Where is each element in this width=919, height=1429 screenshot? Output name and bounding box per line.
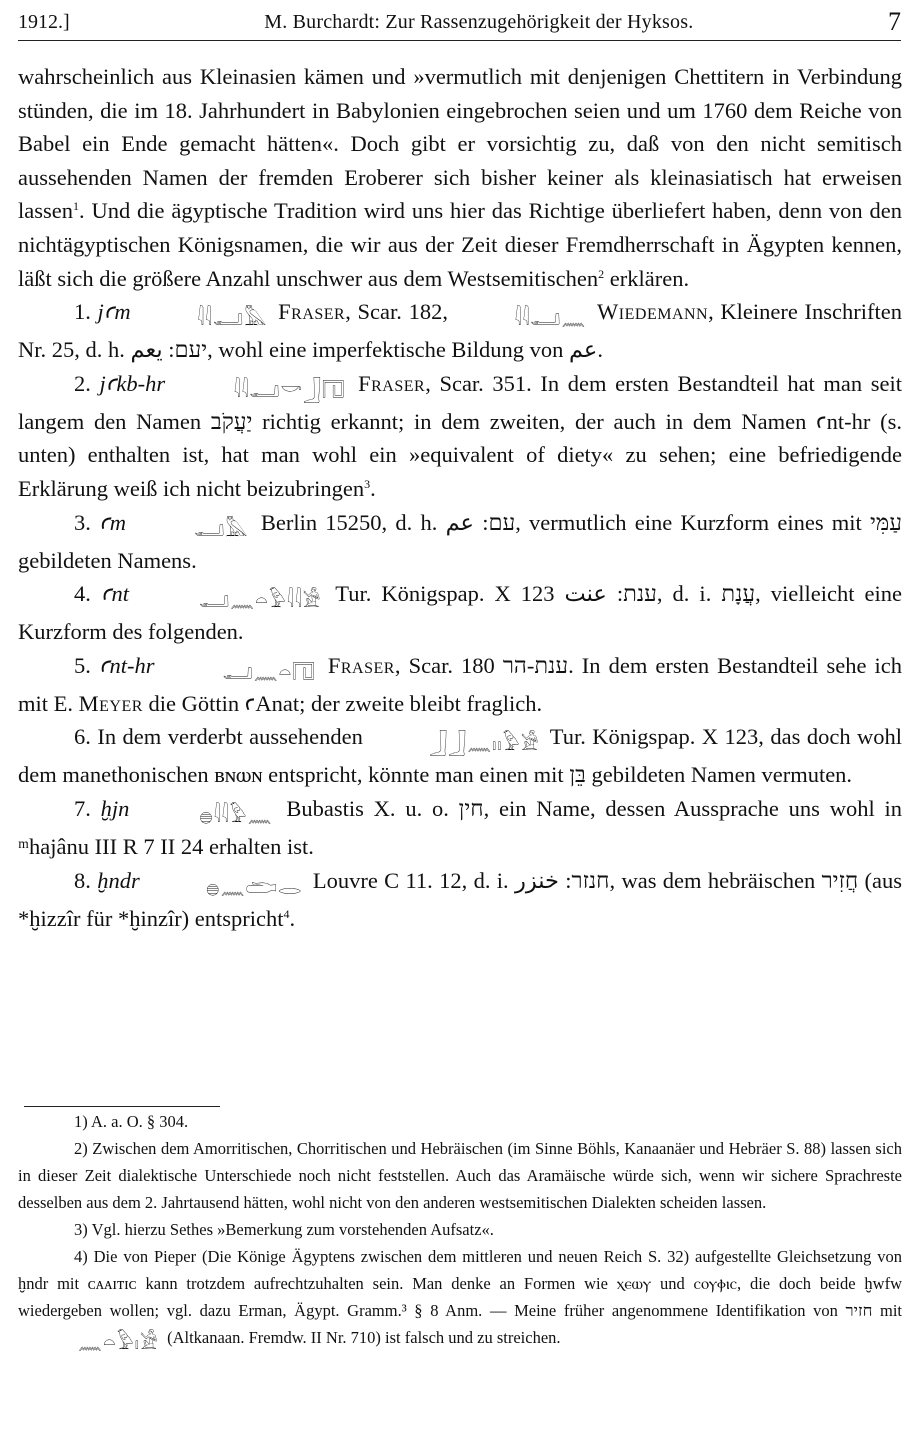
- item-number: 2.: [74, 370, 91, 396]
- item-text: Berlin 15250, d. h. עם: عم, vermutlich eine Kurzform eines mit עַמִּי gebildeten Namens.: [18, 509, 902, 573]
- name-transliteration: ꜥnt: [100, 581, 130, 607]
- footnote-text: A. a. O. § 304.: [87, 1112, 189, 1131]
- name-transliteration: ḫndr: [97, 867, 140, 893]
- footnote-ref: 1: [73, 199, 79, 214]
- list-item: [18, 792, 902, 864]
- year-label: 1912.]: [18, 11, 70, 33]
- footnote-mark: 1): [74, 1112, 88, 1131]
- hieroglyph-group: 𓂝𓈖𓏏𓉔: [222, 659, 316, 684]
- footnote-ref: 4: [283, 906, 290, 921]
- source-name: Wiedemann: [597, 299, 709, 325]
- hieroglyph-group: 𓇋𓇋𓂝𓈖: [514, 306, 587, 331]
- footnote-mark: 2): [74, 1139, 88, 1158]
- item-number: 8.: [74, 867, 91, 893]
- item-text-cont: Tur. Königspap. X 123, das doch wohl dem manethonischen ʙɴⲱɴ entspricht, könnte man einen mit בֵּן gebildeten Namen vermuten.: [18, 724, 903, 788]
- item-text: In dem verderbt aussehenden: [97, 724, 363, 750]
- hieroglyph-group: 𓂝𓅓: [194, 516, 249, 541]
- source-name: Fraser: [327, 652, 395, 678]
- hieroglyph-group: 𓃀𓃀𓈖𓏤𓏤𓅱𓀀: [429, 731, 540, 756]
- item-text-end: .: [370, 475, 376, 501]
- item-text: Tur. Königspap. X 123 ענת: عنت, d. i. עֲנָת, vielleicht eine Kurzform des folgenden.: [18, 581, 902, 645]
- hieroglyph-group: 𓇋𓇋𓂝𓎡𓃀𓉔: [233, 377, 346, 402]
- main-text: [18, 60, 902, 935]
- name-transliteration: ḫjn: [100, 795, 130, 821]
- item-text: Bubastis X. u. o. חין, ein Name, dessen Aussprache uns wohl in ᵐhajânu III R 7 II 24 erhalten ist.: [18, 795, 903, 859]
- page-number: 7: [887, 7, 901, 36]
- footnote-mark: 3): [74, 1220, 88, 1239]
- footnote-text: Vgl. hierzu Sethes »Bemerkung zum vorstehenden Aufsatz«.: [87, 1220, 494, 1239]
- item-text-end: .: [289, 905, 296, 931]
- item-text: , Scar. 351. In dem ersten Bestandteil hat man seit langem den Namen יַעֲקֹב richtig erkannt; in dem zweiten, der auch in dem Namen ꜥnt-hr (s. unten) enthalten ist, hat man wohl ein »equivalent of diety« zu sehen; eine befriedigende Erklärung weiß ich nicht beizubringen: [18, 370, 903, 501]
- hieroglyph-group: 𓐍𓈖𓂧𓂋: [206, 874, 303, 899]
- list-item: [18, 577, 902, 649]
- item-text: , Kleinere Inschriften Nr. 25, d. h. יעם: يعم, wohl eine imperfektische Bildung von عم.: [18, 299, 902, 363]
- item-number: 6.: [74, 724, 91, 750]
- footnote: [18, 1243, 902, 1357]
- footnotes: [18, 1108, 902, 1357]
- list-item: [18, 864, 902, 936]
- hieroglyph-group: 𓇋𓇋𓂝𓅓: [197, 306, 268, 331]
- list-item: [18, 649, 902, 721]
- footnote-mark: 4): [74, 1247, 88, 1266]
- article-title: M. Burchardt: Zur Rassenzugehörigkeit der Hyksos.: [264, 11, 694, 33]
- footnote-text-end: (Altkanaan. Fremdw. II Nr. 710) ist falsch und zu streichen.: [162, 1328, 561, 1347]
- name-transliteration: jꜥm: [97, 299, 131, 325]
- hieroglyph-group: 𓂝𓈖𓏏𓅱𓇋𓇋𓀀: [199, 588, 322, 613]
- intro-text-cont: . Und die ägyptische Tradition wird uns hier das Richtige überliefert haben, denn von den nichtägyptischen Königsnamen, die wir aus der Zeit dieser Fremdherrschaft in Ägypten kennen, läßt sich die größere Anzahl unschwer aus dem Westsemitischen: [18, 198, 902, 291]
- source-ref: , Scar. 182,: [345, 299, 448, 325]
- intro-paragraph: [18, 60, 902, 295]
- source-name: Meyer: [78, 690, 143, 716]
- footnote-text: Die von Pieper (Die Könige Ägyptens zwischen dem mittleren und neuen Reich S. 32) aufgestellte Gleichsetzung von ḫndr mit ᴄᴀᴀɪᴛɪᴄ kann trotzdem aufrechtzuhalten sein. Man denke an Formen wie ⲭⲉⲱⲩ und ⲥⲟⲩⲫⲓⲥ, die doch beide ḫwfw wiedergeben wollen; vgl. dazu Erman, Ägypt. Gramm.³ § 8 Anm. — Meine früher angenommene Identifikation von חזיר mit: [18, 1247, 902, 1320]
- footnote: [18, 1135, 902, 1216]
- source-name: Fraser: [278, 299, 346, 325]
- intro-text-end: erklären.: [604, 265, 690, 291]
- intro-text: wahrscheinlich aus Kleinasien kämen und »vermutlich mit denjenigen Chettitern in Verbindung stünden, die im 18. Jahrhundert in Babylonien eingebrochen seien und um 1760 dem Reiche von Babel ein Ende gemacht hätten«. Doch gibt er vorsichtig zu, daß von den nicht semitisch aussehenden Namen der fremden Eroberer sich bisher keiner als kleinasiatisch hat erweisen lassen: [18, 64, 902, 224]
- list-item: [18, 506, 902, 578]
- list-item: [18, 295, 902, 367]
- header-rule: [18, 40, 901, 41]
- footnote: [18, 1108, 902, 1135]
- item-number: 7.: [74, 795, 91, 821]
- footnote-ref: 2: [598, 266, 605, 281]
- footnote-rule: [24, 1106, 220, 1107]
- item-number: 1.: [74, 299, 91, 325]
- item-number: 5.: [74, 652, 91, 678]
- source-name: Fraser: [358, 370, 426, 396]
- hieroglyph-group: 𓈖𓏏𓅱𓏤𓀀: [78, 1330, 159, 1354]
- name-transliteration: ꜥnt-hr: [98, 652, 155, 678]
- footnote-ref: 3: [364, 476, 371, 491]
- running-head: [18, 8, 901, 38]
- list-item: [18, 367, 902, 506]
- name-transliteration: ꜥm: [99, 509, 126, 535]
- hieroglyph-group: 𓐍𓇋𓇋𓅱𓈖: [199, 802, 273, 827]
- footnote-text: Zwischen dem Amorritischen, Chorritischen und Hebräischen (im Sinne Böhls, Kanaanäer und Hebräer S. 88) lassen sich in dieser Zeit dialektische Unterschiede noch nicht feststellen. Auch das Aramäische würde sich, wenn wir sichere Sprachreste desselben aus dem 2. Jahrtausend hätten, wohl nicht von den anderen westsemitischen Dialekten scheiden lassen.: [18, 1139, 902, 1212]
- footnote: [18, 1216, 902, 1243]
- item-text: Louvre C 11. 12, d. i. חנזר: خنزر, was dem hebräischen חֲזִיר (aus *ḫizzîr für *ḫinzîr) entspricht: [18, 867, 902, 931]
- list-item: [18, 720, 902, 792]
- item-text-cont: die Göttin ꜥAnat; der zweite bleibt fraglich.: [142, 690, 543, 716]
- item-number: 4.: [74, 581, 91, 607]
- name-transliteration: jꜥkb-hr: [99, 370, 166, 396]
- item-text: , Scar. 180 ענת-הר. In dem ersten Bestandteil sehe ich mit E.: [18, 652, 902, 716]
- item-number: 3.: [74, 509, 91, 535]
